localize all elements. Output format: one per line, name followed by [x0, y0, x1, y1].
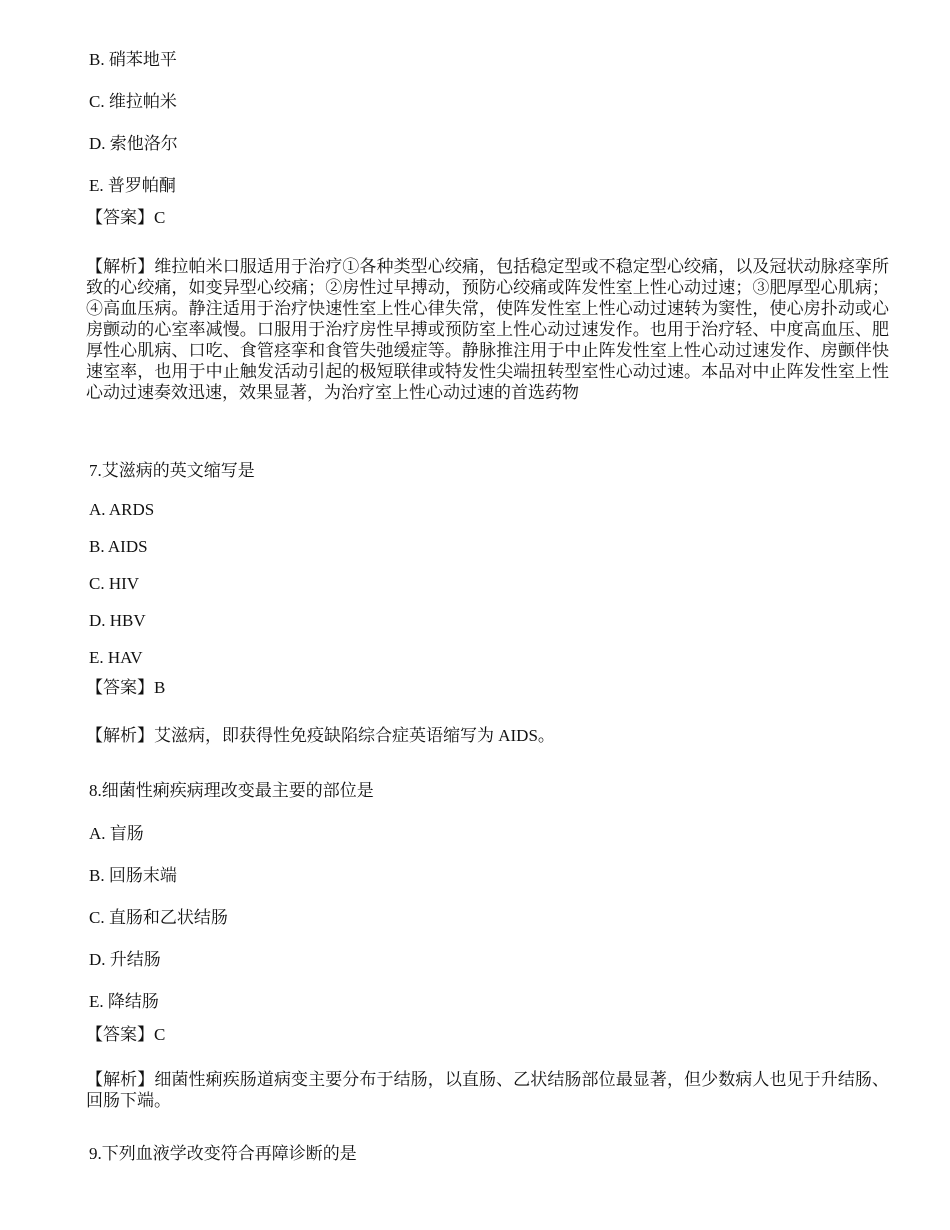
q8-explanation: 【解析】细菌性痢疾肠道病变主要分布于结肠，以直肠、乙状结肠部位最显著，但少数病人也见于升结肠、回肠下端。 [86, 1070, 889, 1110]
q6-option-c: C. 维拉帕米 [89, 92, 177, 111]
q6-answer: 【答案】C [86, 208, 166, 227]
q9-question: 9.下列血液学改变符合再障诊断的是 [89, 1144, 357, 1163]
q8-option-b: B. 回肠末端 [89, 866, 177, 885]
q7-option-b: B. AIDS [89, 537, 148, 556]
q7-option-e: E. HAV [89, 648, 143, 667]
q8-answer: 【答案】C [86, 1025, 166, 1044]
q7-question: 7.艾滋病的英文缩写是 [89, 461, 255, 480]
q7-option-c: C. HIV [89, 574, 140, 593]
q8-option-e: E. 降结肠 [89, 992, 159, 1011]
q8-option-a: A. 盲肠 [89, 824, 144, 843]
q6-explanation: 【解析】维拉帕米口服适用于治疗①各种类型心绞痛，包括稳定型或不稳定型心绞痛，以及冠状动脉痉挛所致的心绞痛，如变异型心绞痛；②房性过早搏动，预防心绞痛或阵发性室上性心动过速；③肥厚型心肌病；④高血压病。静注适用于治疗快速性室上性心律失常，使阵发性室上性心动过速转为窦性，使心房扑动或心房颤动的心室率减慢。口服用于治疗房性早搏或预防室上性心动过速发作。也用于治疗轻、中度高血压、肥厚性心肌病、口吃、食管痉挛和食管失弛缓症等。静脉推注用于中止阵发性室上性心动过速发作、房颤伴快速室率，也用于中止触发活动引起的极短联律或特发性尖端扭转型室性心动过速。本品对中止阵发性室上性心动过速奏效迅速，效果显著，为治疗室上性心动过速的首选药物 [86, 257, 889, 402]
q8-option-c: C. 直肠和乙状结肠 [89, 908, 228, 927]
q7-explanation: 【解析】艾滋病，即获得性免疫缺陷综合症英语缩写为 AIDS。 [86, 726, 555, 745]
q7-option-a: A. ARDS [89, 500, 155, 519]
q8-question: 8.细菌性痢疾病理改变最主要的部位是 [89, 781, 374, 800]
q6-option-e: E. 普罗帕酮 [89, 176, 176, 195]
q6-option-d: D. 索他洛尔 [89, 134, 178, 153]
q8-option-d: D. 升结肠 [89, 950, 161, 969]
q7-option-d: D. HBV [89, 611, 146, 630]
q7-answer: 【答案】B [86, 678, 166, 697]
q6-option-b: B. 硝苯地平 [89, 50, 177, 69]
